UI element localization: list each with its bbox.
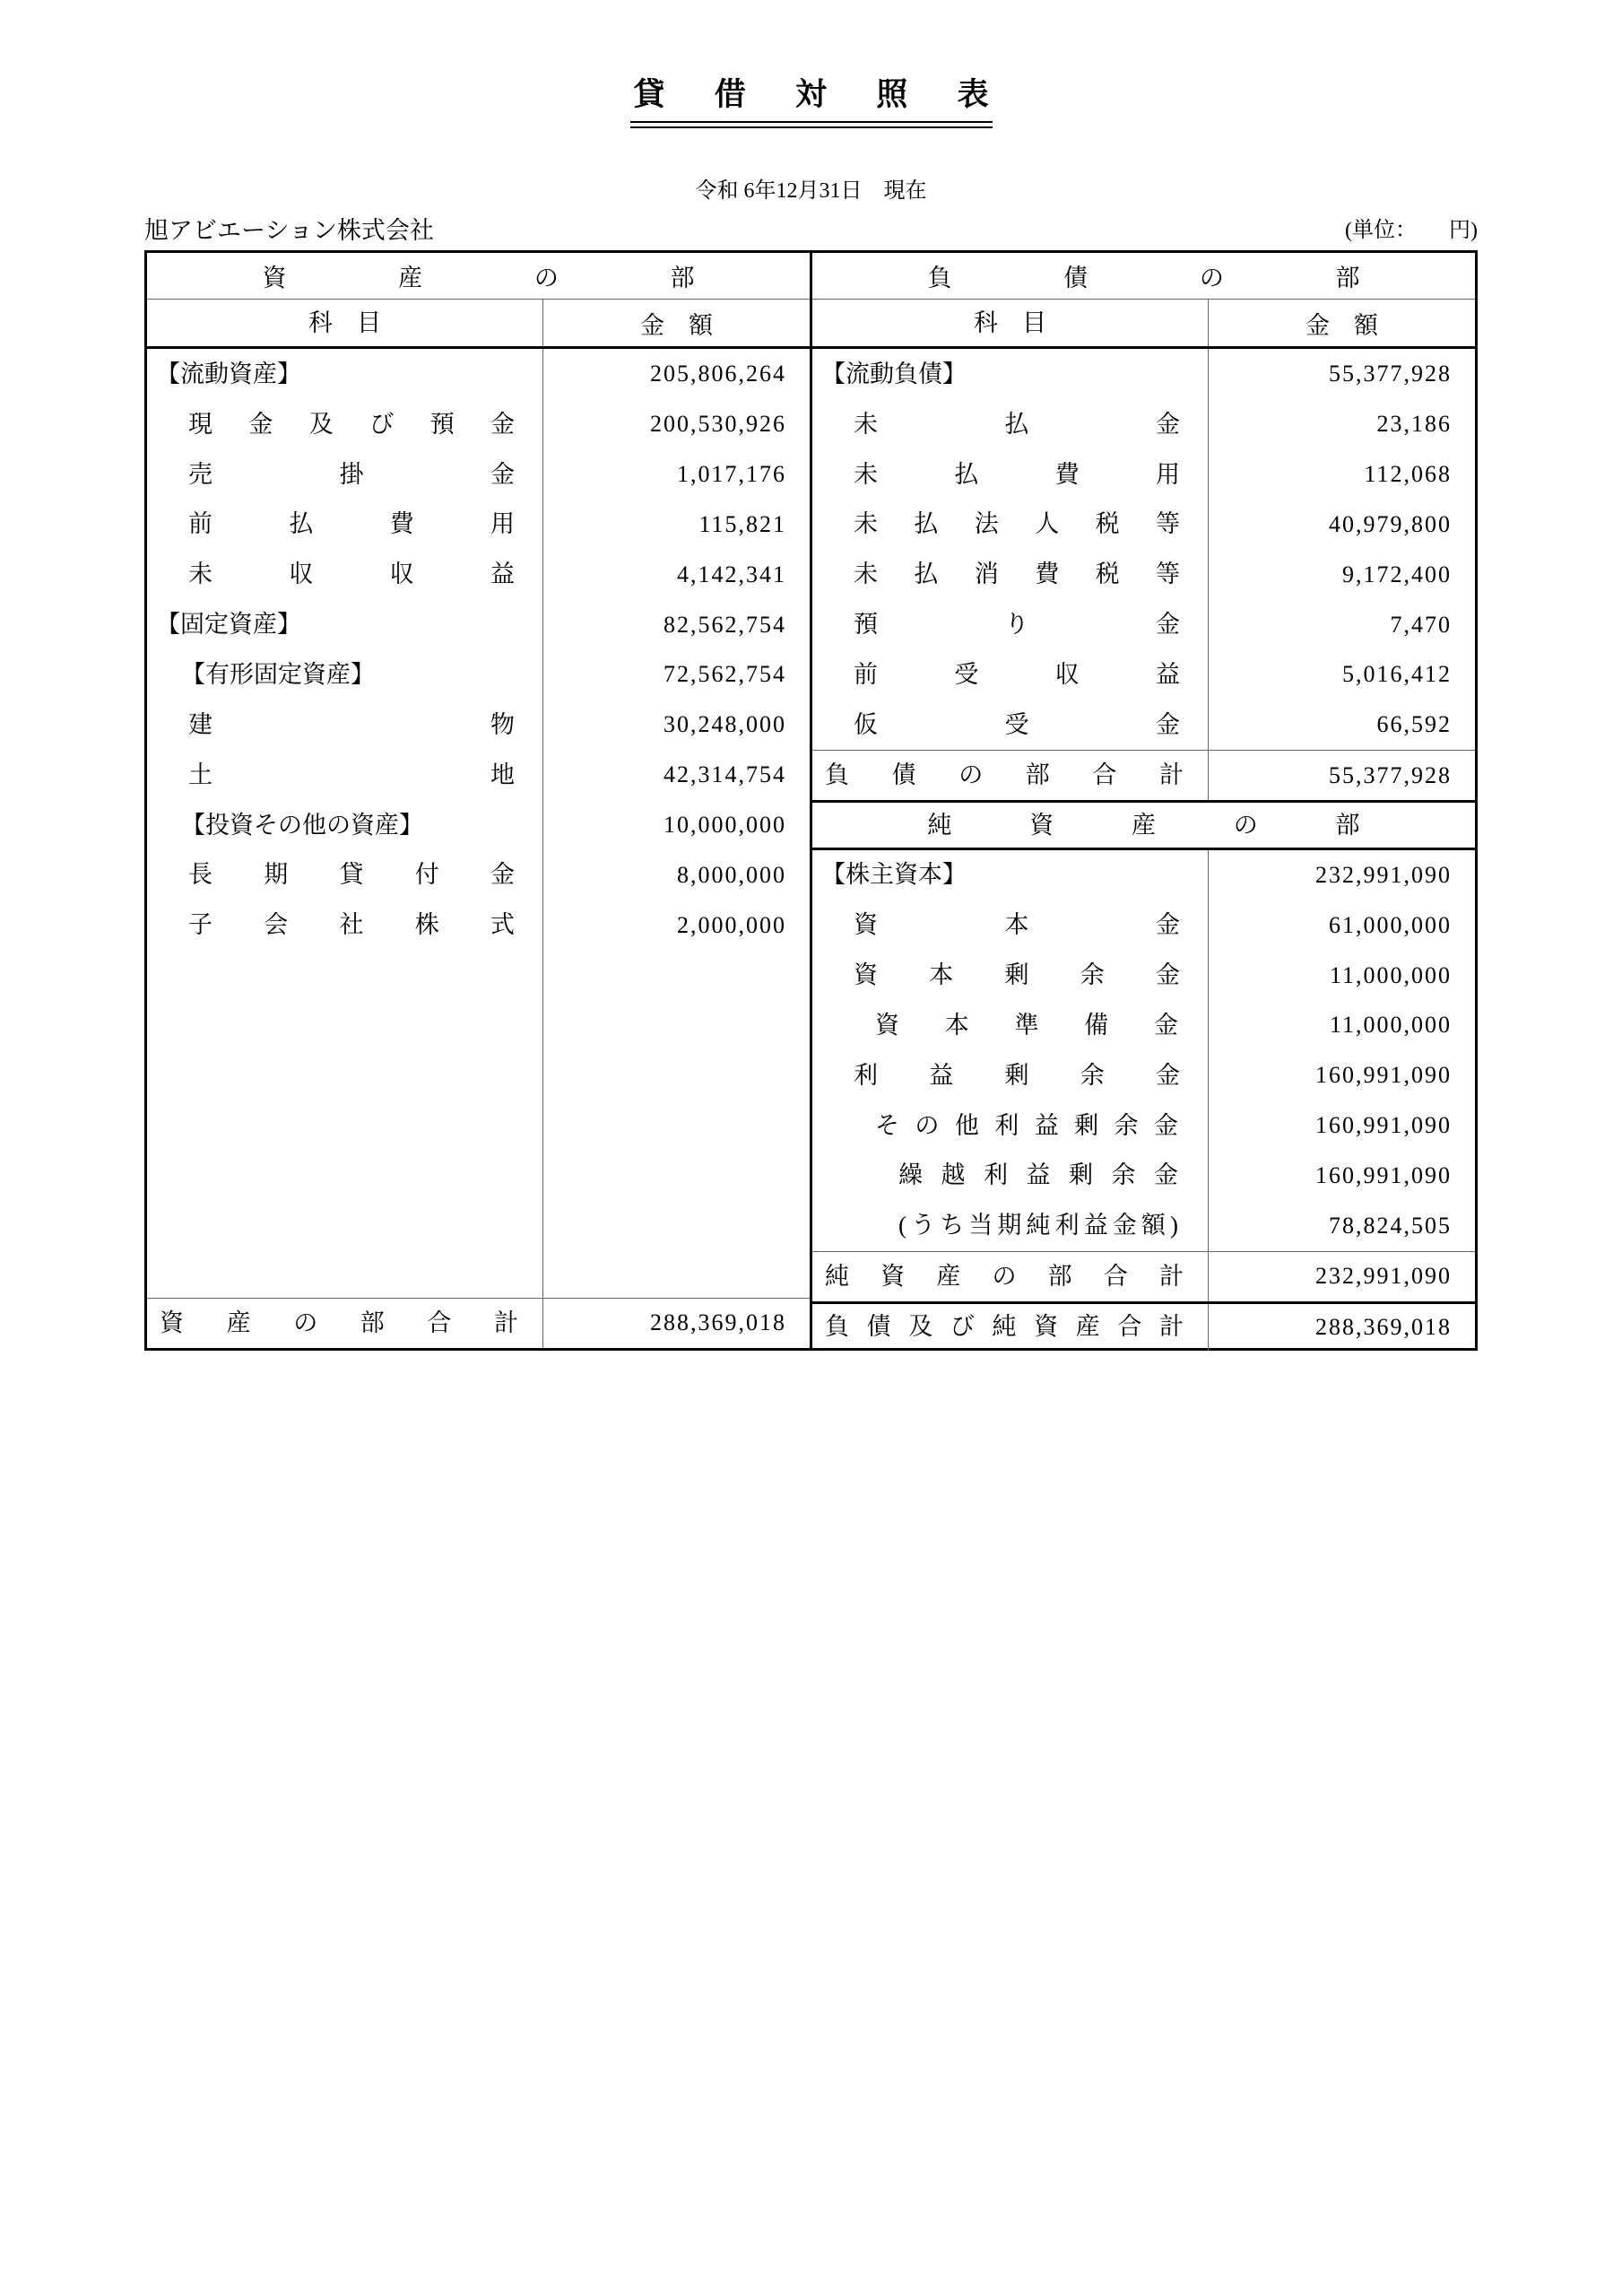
table-row [812,650,1475,700]
table-row [147,900,810,951]
balance-sheet-table [144,250,1478,1351]
row-amount: 10,000,000 [664,812,786,838]
row-label: 建物 [188,710,515,738]
row-label-cell [147,850,543,900]
table-row [812,500,1475,550]
assets-section-title: 資産の部 [262,264,695,291]
company-name: 旭アビエーション株式会社 [144,217,434,245]
row-label: 負債の部合計 [825,761,1184,789]
row-amount: 288,369,018 [1315,1313,1452,1340]
table-row [812,700,1475,750]
table-row [147,349,810,399]
table-row [147,850,810,900]
row-label: 前受収益 [854,660,1180,688]
as-of-date: 令和 6年12月31日 現在 [695,179,927,204]
table-row [147,700,810,750]
row-label: 未払金 [854,410,1180,438]
row-label: 【固定資産】 [156,611,301,639]
row-amount: 55,377,928 [1329,761,1452,788]
row-amount: 160,991,090 [1315,1062,1452,1089]
row-label: 預り金 [854,611,1180,639]
row-label: 未収収益 [188,561,515,588]
amount-col-header-cell [1209,300,1475,347]
row-label: 純資産の部 [927,811,1360,839]
unit-label: (単位： 円) [1345,219,1478,243]
row-label-cell [147,449,543,500]
row-amount: 288,369,018 [650,1309,786,1336]
row-amount: 30,248,000 [664,711,786,738]
row-amount: 232,991,090 [1315,861,1452,888]
row-label-cell [812,751,1209,800]
table-row [812,750,1475,800]
row-label: 子会社株式 [188,911,515,939]
row-label-cell [812,449,1209,500]
table-row [812,1301,1475,1352]
row-amount: 160,991,090 [1315,1161,1452,1188]
row-amount: 23,186 [1376,411,1452,438]
row-label-cell [812,349,1209,399]
row-label: 利益剰余金 [854,1061,1180,1089]
row-label: 【有形固定資産】 [181,660,375,688]
amount-col-header: 金 額 [640,311,713,339]
meta-line [144,216,1478,245]
row-label-cell [812,550,1209,600]
row-label-cell [812,803,1475,848]
row-label-cell [812,700,1209,750]
row-label: 長期貸付金 [188,861,515,889]
row-label: 【投資その他の資産】 [181,811,423,839]
row-label: 【流動負債】 [821,360,967,387]
row-amount: 82,562,754 [664,611,786,638]
row-label-cell [812,850,1209,900]
account-col-header-cell [147,300,543,347]
row-label-cell [812,1252,1209,1301]
row-amount: 8,000,000 [677,861,786,888]
row-label-cell [812,1201,1209,1251]
row-label-cell [147,800,543,850]
row-amount: 72,562,754 [664,661,786,688]
table-row [147,1298,810,1348]
row-label: 未払消費税等 [854,561,1180,588]
row-label-cell [147,349,543,399]
row-label: 土地 [188,761,515,788]
row-label-cell [812,600,1209,650]
row-label: その他利益剰余金 [875,1111,1178,1139]
table-row [147,600,810,650]
assets-column-header-row [147,300,810,350]
row-label: 売掛金 [188,460,515,488]
row-label-cell [147,750,543,800]
table-row [147,500,810,550]
row-amount: 42,314,754 [664,761,786,788]
row-amount: 200,530,926 [650,411,786,438]
row-amount: 55,377,928 [1329,361,1452,387]
title-underline [630,121,993,128]
row-amount: 1,017,176 [677,461,786,488]
row-label: (うち当期純利益金額) [898,1212,1178,1239]
table-row [147,399,810,449]
row-label: 現金及び預金 [188,410,515,438]
row-label-cell [812,1151,1209,1201]
row-amount: 160,991,090 [1315,1112,1452,1139]
row-label-cell [147,1299,543,1348]
row-amount: 78,824,505 [1329,1212,1452,1239]
row-amount: 7,470 [1390,611,1452,638]
table-row [147,449,810,500]
row-label-cell [147,600,543,650]
assets-section-header [147,253,810,300]
account-col-header: 科 目 [974,309,1046,336]
row-label-cell [812,951,1209,1001]
table-row [812,800,1475,850]
row-label: 資本剰余金 [854,961,1180,989]
row-label-cell [147,700,543,750]
row-label-cell [812,399,1209,449]
row-amount: 115,821 [698,510,786,537]
table-row [812,399,1475,449]
table-row [147,951,810,1298]
row-label-cell [147,550,543,600]
row-label-cell [147,650,543,700]
page-title: 貸借対照表 [633,77,989,112]
account-col-header: 科 目 [308,309,381,336]
table-row [812,850,1475,900]
row-label-cell [812,900,1209,951]
row-amount: 112,068 [1364,461,1452,488]
row-amount: 5,016,412 [1342,661,1452,688]
row-amount: 11,000,000 [1329,961,1452,988]
row-label: 仮受金 [854,710,1180,738]
row-amount [543,951,810,1298]
row-amount: 11,000,000 [1329,1012,1452,1039]
table-row [812,1251,1475,1301]
row-amount: 40,979,800 [1329,510,1452,537]
table-row [812,1050,1475,1100]
row-label-cell [147,399,543,449]
amount-col-header-cell [543,300,810,347]
row-label: 資本金 [854,911,1180,939]
table-row [812,1201,1475,1251]
row-label: 純資産の部合計 [825,1262,1184,1290]
table-row [812,951,1475,1001]
liabilities-section-header [812,253,1475,300]
table-row [147,550,810,600]
row-label: 未払法人税等 [854,510,1180,538]
liabilities-column-header-row [812,300,1475,350]
row-label: 資産の部合計 [160,1309,518,1336]
row-label-cell [147,900,543,951]
liabilities-rows [812,349,1475,1351]
assets-half [147,253,810,1348]
assets-rows [147,349,810,1347]
table-row [812,349,1475,399]
row-amount: 66,592 [1376,711,1452,738]
row-label-cell [812,1050,1209,1100]
row-label: 資本準備金 [875,1011,1178,1039]
table-row [147,800,810,850]
row-label-cell [812,650,1209,700]
table-row [147,650,810,700]
table-row [812,1100,1475,1151]
row-label: 前払費用 [188,510,515,538]
amount-col-header: 金 額 [1305,311,1378,339]
row-amount: 232,991,090 [1315,1263,1452,1290]
row-amount: 2,000,000 [677,911,786,938]
row-label-cell [812,1100,1209,1151]
table-row [812,600,1475,650]
row-label: 未払費用 [854,460,1180,488]
row-label-cell [812,1000,1209,1050]
liabilities-section-title: 負債の部 [927,264,1360,291]
table-row [812,900,1475,951]
row-label-cell [812,500,1209,550]
table-row [812,1151,1475,1201]
table-row [812,449,1475,500]
table-row [812,1000,1475,1050]
table-row [147,750,810,800]
row-label: 【流動資産】 [156,360,301,387]
row-label-cell [147,951,543,1298]
account-col-header-cell [812,300,1209,347]
row-amount: 205,806,264 [650,361,786,387]
row-amount: 9,172,400 [1342,561,1452,587]
row-amount: 4,142,341 [677,561,786,587]
table-row [812,550,1475,600]
row-label-cell [147,500,543,550]
liabilities-half [812,253,1475,1348]
row-amount: 61,000,000 [1329,911,1452,938]
row-label: 【株主資本】 [821,861,967,889]
row-label-cell [812,1304,1209,1352]
row-label: 負債及び純資産合計 [825,1313,1184,1341]
row-label: 繰越利益剰余金 [898,1161,1178,1189]
